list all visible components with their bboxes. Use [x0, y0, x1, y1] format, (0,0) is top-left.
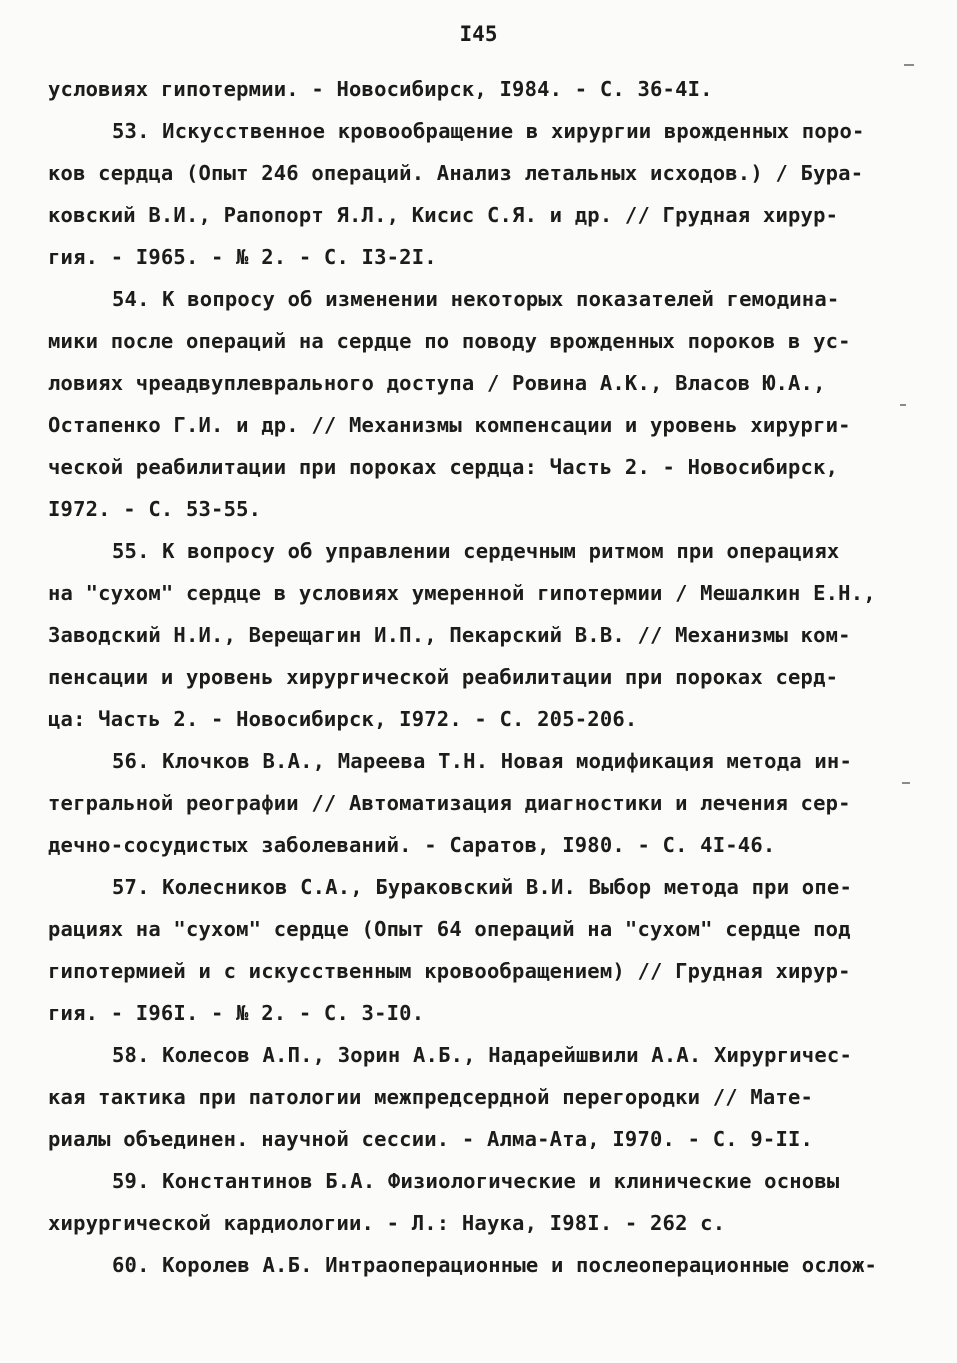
- reference-59-start: 59. Константинов Б.А. Физиологические и клинические основы: [112, 1169, 840, 1193]
- text-line: рациях на "сухом" сердце (Опыт 64 операций на "сухом" сердце под: [48, 917, 851, 941]
- page-number: I45: [459, 22, 498, 46]
- text-line: мики после операций на сердце по поводу врожденных пороков в ус-: [48, 329, 851, 353]
- text-line: пенсации и уровень хирургической реабилитации при пороках серд-: [48, 665, 839, 689]
- margin-mark: [900, 404, 906, 406]
- reference-56-start: 56. Клочков В.А., Мареева Т.Н. Новая модификация метода ин-: [112, 749, 852, 773]
- text-line: Заводский Н.И., Верещагин И.П., Пекарский В.В. // Механизмы ком-: [48, 623, 851, 647]
- text-line: гипотермией и с искусственным кровообращением) // Грудная хирур-: [48, 959, 851, 983]
- text-line: кая тактика при патологии межпредсердной перегородки // Мате-: [48, 1085, 814, 1109]
- text-line: на "сухом" сердце в условиях умеренной гипотермии / Мешалкин Е.Н.,: [48, 581, 876, 605]
- text-line: Остапенко Г.И. и др. // Механизмы компенсации и уровень хирурги-: [48, 413, 851, 437]
- text-line: риалы объединен. научной сессии. - Алма-Ата, I970. - С. 9-II.: [48, 1127, 814, 1151]
- text-line: I972. - С. 53-55.: [48, 497, 262, 521]
- text-line: тегральной реографии // Автоматизация диагностики и лечения сер-: [48, 791, 851, 815]
- text-line: ловиях чреадвуплеврального доступа / Ровина А.К., Власов Ю.А.,: [48, 371, 826, 395]
- text-line: ца: Часть 2. - Новосибирск, I972. - С. 205-206.: [48, 707, 638, 731]
- text-line: условиях гипотермии. - Новосибирск, I984. - С. 36-4I.: [48, 77, 713, 101]
- reference-60-start: 60. Королев А.Б. Интраоперационные и послеоперационные ослож-: [112, 1253, 878, 1277]
- margin-mark: [904, 64, 914, 66]
- reference-54-start: 54. К вопросу об изменении некоторых показателей гемодина-: [112, 287, 840, 311]
- reference-53-start: 53. Искусственное кровообращение в хирургии врожденных поро-: [112, 119, 865, 143]
- reference-57-start: 57. Колесников С.А., Бураковский В.И. Выбор метода при опе-: [112, 875, 852, 899]
- text-line: дечно-сосудистых заболеваний. - Саратов, I980. - С. 4I-46.: [48, 833, 776, 857]
- text-line: ковский В.И., Рапопорт Я.Л., Кисис С.Я. и др. // Грудная хирур-: [48, 203, 839, 227]
- text-line: гия. - I965. - № 2. - С. I3-2I.: [48, 245, 437, 269]
- reference-55-start: 55. К вопросу об управлении сердечным ритмом при операциях: [112, 539, 840, 563]
- text-line: ческой реабилитации при пороках сердца: Часть 2. - Новосибирск,: [48, 455, 839, 479]
- text-line: гия. - I96I. - № 2. - С. 3-I0.: [48, 1001, 425, 1025]
- text-line: хирургической кардиологии. - Л.: Наука, I98I. - 262 с.: [48, 1211, 726, 1235]
- margin-mark: [902, 782, 910, 784]
- text-line: ков сердца (Опыт 246 операций. Анализ летальных исходов.) / Бура-: [48, 161, 864, 185]
- reference-58-start: 58. Колесов А.П., Зорин А.Б., Надарейшвили А.А. Хирургичес-: [112, 1043, 852, 1067]
